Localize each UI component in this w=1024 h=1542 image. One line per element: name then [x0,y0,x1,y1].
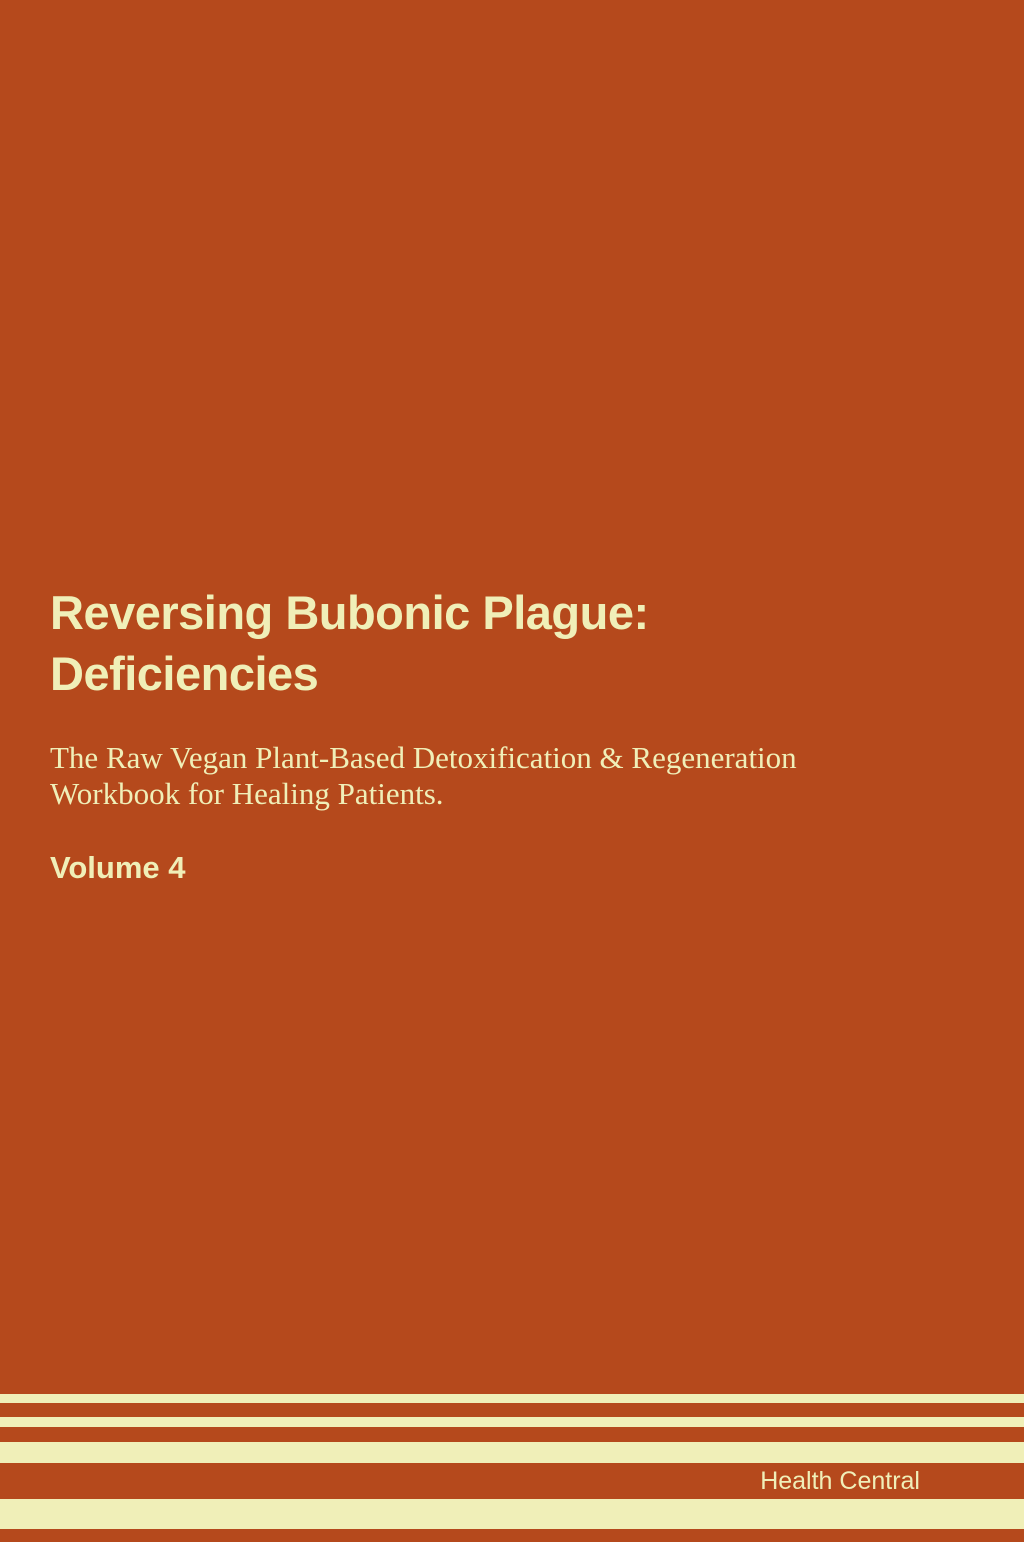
footer-stripe-medium [0,1442,1024,1463]
footer-stripe-thin-1 [0,1394,1024,1403]
subtitle-line-1: The Raw Vegan Plant-Based Detoxification & Regeneration [50,740,797,775]
page-title [50,582,980,704]
title-line-2: Deficiencies [50,647,319,700]
volume-label: Volume 4 [50,850,186,885]
publisher-band [0,1463,1024,1499]
footer-stripe-thick [0,1499,1024,1529]
publisher-name: Health Central [760,1467,920,1495]
footer-stripe-thin-2 [0,1417,1024,1427]
subtitle-line-2: Workbook for Healing Patients. [50,776,444,811]
subtitle [50,740,980,812]
title-line-1: Reversing Bubonic Plague: [50,586,649,639]
